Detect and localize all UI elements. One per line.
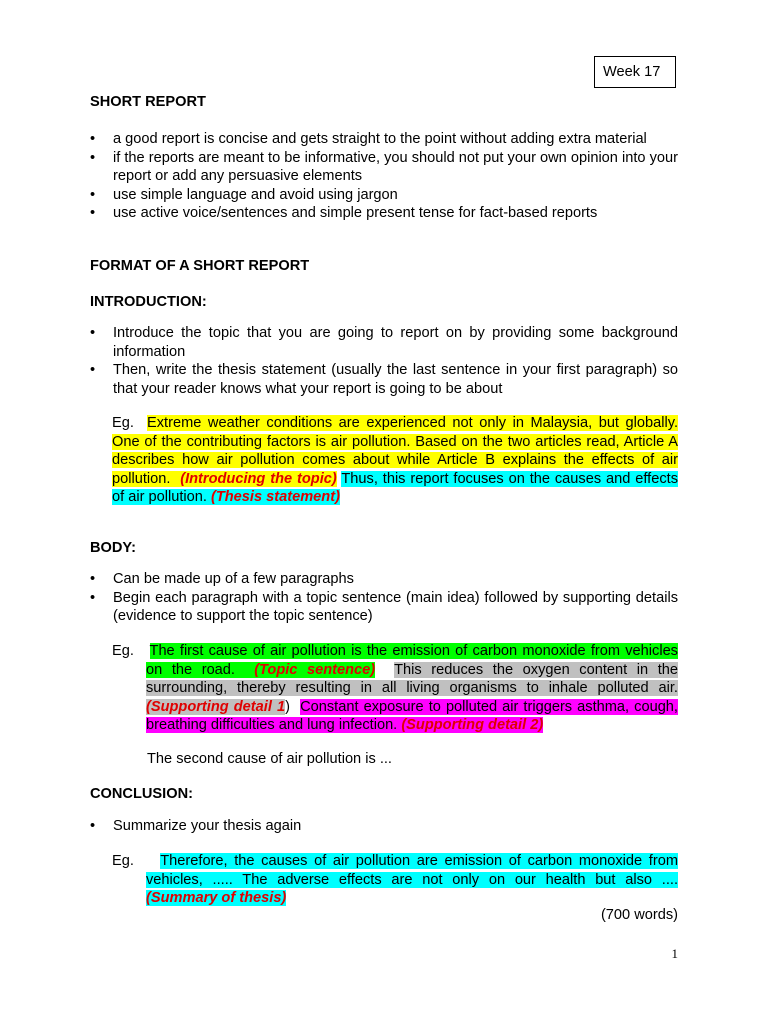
supporting-detail-1-tag: (Supporting detail 1 bbox=[146, 698, 286, 715]
supporting-detail-1: This reduces the oxygen content in the surrounding, thereby resulting in all living organisms to inhale polluted air. (Supporting detail 1 bbox=[146, 661, 679, 715]
week-label-box bbox=[594, 56, 676, 88]
format-heading: FORMAT OF A SHORT REPORT bbox=[90, 258, 310, 274]
topic-tag: (Introducing the topic) bbox=[180, 470, 337, 487]
list-item: • Introduce the topic that you are going to report on by providing some background information bbox=[90, 324, 678, 361]
word-count: (700 words) bbox=[600, 907, 678, 923]
topic-sentence: The first cause of air pollution is the emission of carbon monoxide from vehicles on the road. (Topic sentence) bbox=[146, 643, 678, 678]
list-item: • if the reports are meant to be informative, you should not put your own opinion into your report or add any persuasive elements bbox=[90, 149, 678, 186]
list-item: • Summarize your thesis again bbox=[90, 817, 678, 836]
list-item: • use active voice/sentences and simple present tense for fact-based reports bbox=[90, 204, 678, 223]
body-heading: BODY: bbox=[90, 540, 136, 556]
summary-text: Therefore, the causes of air pollution are emission of carbon monoxide from vehicles, ..... The adverse effects are not only on our health but also .... (Summary of thesis) bbox=[146, 853, 678, 906]
introduction-example bbox=[112, 414, 678, 507]
introduction-list bbox=[90, 324, 678, 398]
thesis-text: Thus, this report focuses on the causes and effects of air pollution. (Thesis statement) bbox=[112, 470, 678, 505]
supporting-detail-1-close: ) bbox=[285, 698, 290, 715]
body-continuation: The second cause of air pollution is ... bbox=[147, 751, 392, 767]
introduction-heading: INTRODUCTION: bbox=[90, 294, 207, 310]
topic-text: Extreme weather conditions are experienced not only in Malaysia, but globally. One of the contributing factors is air pollution. Based on the two articles read, Article A describes how air pollution comes about while Article B explains the effects of air pollution. (Introducing the topic) bbox=[112, 415, 679, 487]
list-item: • Then, write the thesis statement (usually the last sentence in your first paragraph) so that your reader knows what your report is going to be about bbox=[90, 361, 678, 398]
conclusion-list bbox=[90, 817, 678, 836]
short-report-list bbox=[90, 130, 678, 223]
supporting-detail-2: Constant exposure to polluted air triggers asthma, cough, breathing difficulties and lung infection. (Supporting detail 2) bbox=[146, 698, 678, 733]
page-number: 1 bbox=[671, 946, 678, 961]
body-example bbox=[112, 642, 678, 735]
body-list bbox=[90, 570, 678, 626]
example-prefix: Eg. bbox=[112, 643, 134, 659]
list-item: • a good report is concise and gets straight to the point without adding extra material bbox=[90, 130, 678, 149]
list-item: • use simple language and avoid using jargon bbox=[90, 186, 678, 205]
example-prefix: Eg. bbox=[112, 415, 134, 431]
topic-tag: (Topic sentence) bbox=[254, 661, 376, 678]
conclusion-heading: CONCLUSION: bbox=[90, 786, 193, 802]
thesis-tag: (Thesis statement) bbox=[210, 489, 340, 505]
list-item: • Begin each paragraph with a topic sentence (main idea) followed by supporting details (evidence to support the topic sentence) bbox=[90, 589, 678, 626]
supporting-detail-2-tag: (Supporting detail 2) bbox=[401, 717, 544, 733]
week-label: Week 17 bbox=[603, 64, 661, 80]
list-item: • Can be made up of a few paragraphs bbox=[90, 570, 678, 589]
summary-tag: (Summary of thesis) bbox=[146, 890, 287, 906]
short-report-heading: SHORT REPORT bbox=[90, 94, 206, 110]
conclusion-example bbox=[112, 852, 678, 908]
example-prefix: Eg. bbox=[112, 853, 134, 869]
